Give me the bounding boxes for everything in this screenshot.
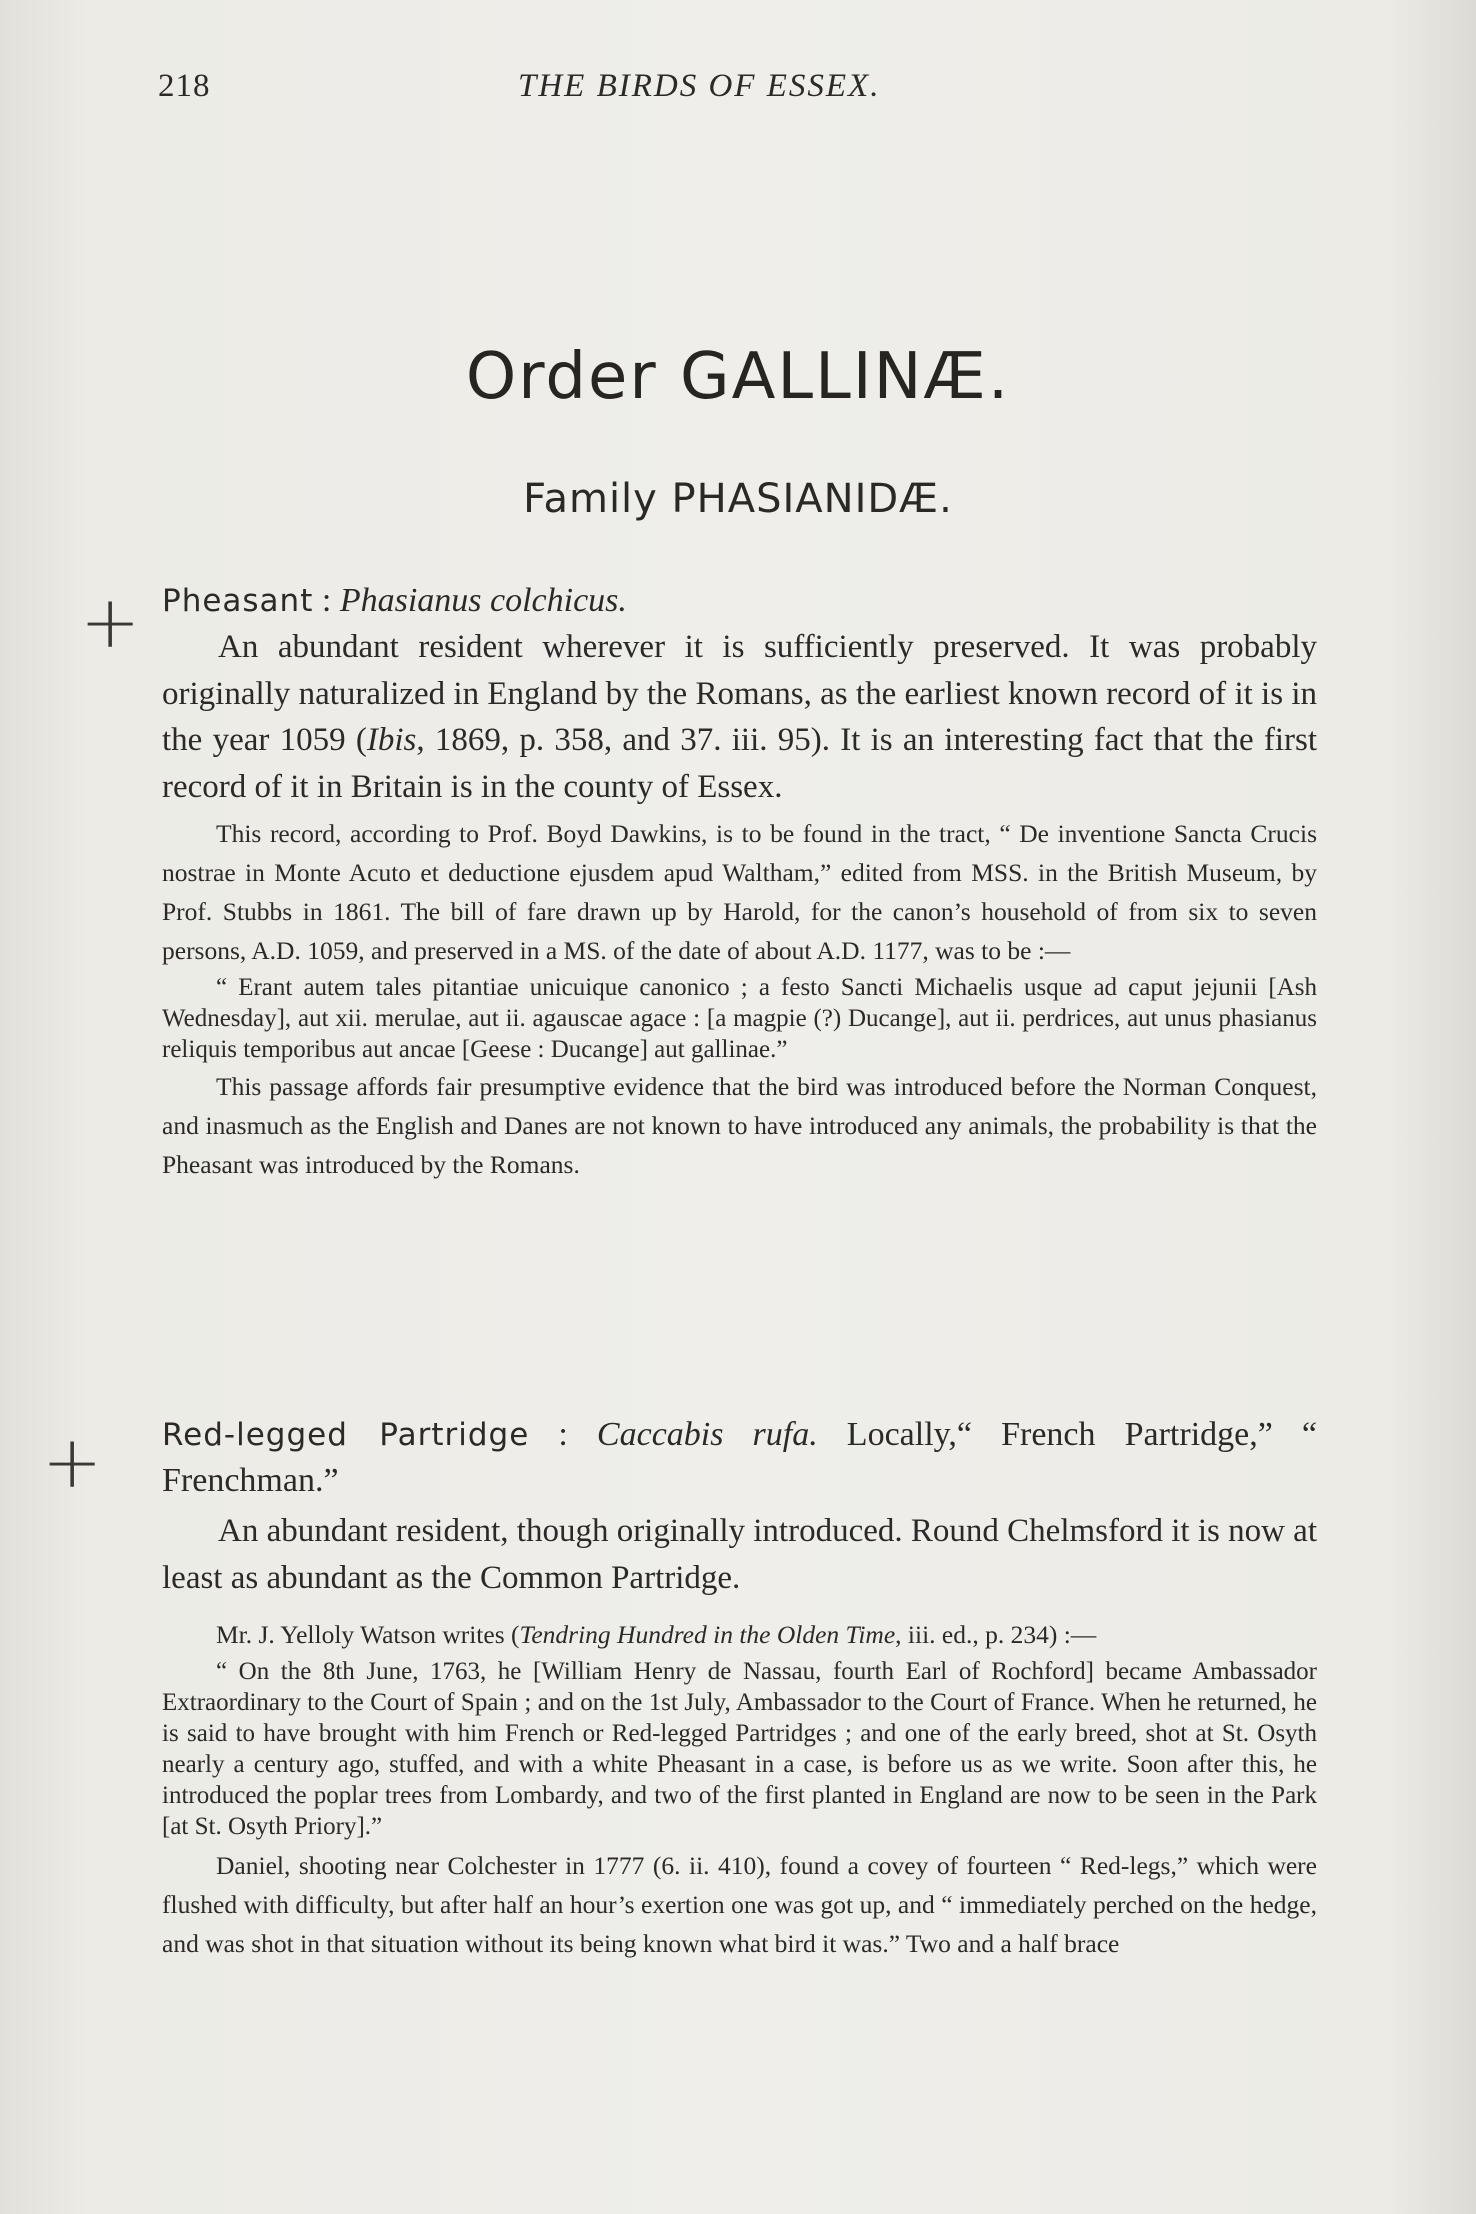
running-title: THE BIRDS OF ESSEX.: [518, 68, 881, 104]
pheasant-separator: :: [313, 582, 340, 619]
pencil-cross-mark-partridge: +: [42, 1420, 103, 1504]
watson-citation: [162, 1615, 1317, 1654]
pheasant-common-name: Pheasant: [162, 583, 314, 619]
pheasant-latin-quote: “ Erant autem tales pitantiae unicuique canonico ; a festo Sancti Michaelis usque ad caput jejunii [Ash Wednesday], aut xii. merulae, aut ii. agauscae agace : [a magpie (?) Ducange], aut ii. perdrices, aut unus phasianus reliquis temporibus aut ancae [Geese : Ducange] aut gallinae.”: [162, 974, 1317, 1063]
pheasant-intro-part-a: An abundant resident wherever it is sufficiently preserved. It was probably originally naturalized in England by the Romans, as the earliest known record of it is in the year 1059 (: [162, 629, 1317, 758]
partridge-section: [162, 1412, 1317, 1963]
partridge-local-names: Locally,“ French Partridge,” “ Frenchman.”: [162, 1416, 1317, 1499]
partridge-latin-name: Caccabis rufa.: [596, 1416, 818, 1453]
partridge-intro: An abundant resident, though originally introduced. Round Chelmsford it is now at least as abundant as the Common Partridge.: [162, 1513, 1317, 1596]
page-number: 218: [158, 68, 211, 104]
watson-citation-part-a: Mr. J. Yelloly Watson writes (: [216, 1620, 520, 1649]
pheasant-note: This record, according to Prof. Boyd Dawkins, is to be found in the tract, “ De inventione Sancta Crucis nostrae in Monte Acuto et deductione ejusdem apud Waltham,” edited from MSS. in the British Museum, by Prof. Stubbs in 1861. The bill of fare drawn up by Harold, for the canon’s household of from six to seven persons, A.D. 1059, and preserved in a MS. of the date of about A.D. 1177, was to be :—: [162, 819, 1317, 965]
pheasant-intro: [162, 624, 1317, 810]
partridge-common-name: Red-legged Partridge: [162, 1417, 530, 1453]
partridge-heading: [162, 1412, 1317, 1504]
watson-book-title: Tendring Hundred in the Olden Time: [519, 1620, 896, 1649]
pheasant-latin-name: Phasianus colchicus.: [339, 582, 627, 619]
watson-citation-part-b: , iii. ed., p. 234) :—: [895, 1620, 1097, 1649]
pheasant-intro-part-b: , 1869, p. 358, and 37. iii. 95). It is an interesting fact that the first record of it in Britain is in the county of Essex.: [162, 722, 1317, 805]
partridge-separator: :: [529, 1416, 597, 1453]
pencil-cross-mark-pheasant: +: [80, 580, 141, 664]
pheasant-heading: [162, 578, 1317, 624]
daniel-paragraph: Daniel, shooting near Colchester in 1777 (6. ii. 410), found a covey of fourteen “ Red-legs,” which were flushed with difficulty, but after half an hour’s exertion one was got up, and “ immediately perched on the hedge, and was shot in that situation without its being known what bird it was.” Two and a half brace: [162, 1851, 1317, 1958]
ibis-citation: Ibis: [366, 722, 417, 758]
pheasant-conclusion: This passage affords fair presumptive evidence that the bird was introduced before the Norman Conquest, and inasmuch as the English and Danes are not known to have introduced any animals, the probability is that the Pheasant was introduced by the Romans.: [162, 1072, 1317, 1179]
watson-quote: “ On the 8th June, 1763, he [William Henry de Nassau, fourth Earl of Rochford] became Ambassador Extraordinary to the Court of Spain ; and on the 1st July, Ambassador to the Court of France. When he returned, he is said to have brought with him French or Red-legged Partridges ; and one of the early breed, shot at St. Osyth nearly a century ago, stuffed, and with a white Pheasant in a case, is before us as we write. Soon after this, he introduced the poplar trees from Lombardy, and two of the first planted in England are now to be seen in the Park [at St. Osyth Priory].”: [162, 1658, 1317, 1840]
family-title: Family PHASIANIDÆ.: [523, 476, 953, 522]
pheasant-section: [162, 578, 1317, 1184]
order-title: Order GALLINÆ.: [465, 340, 1011, 414]
